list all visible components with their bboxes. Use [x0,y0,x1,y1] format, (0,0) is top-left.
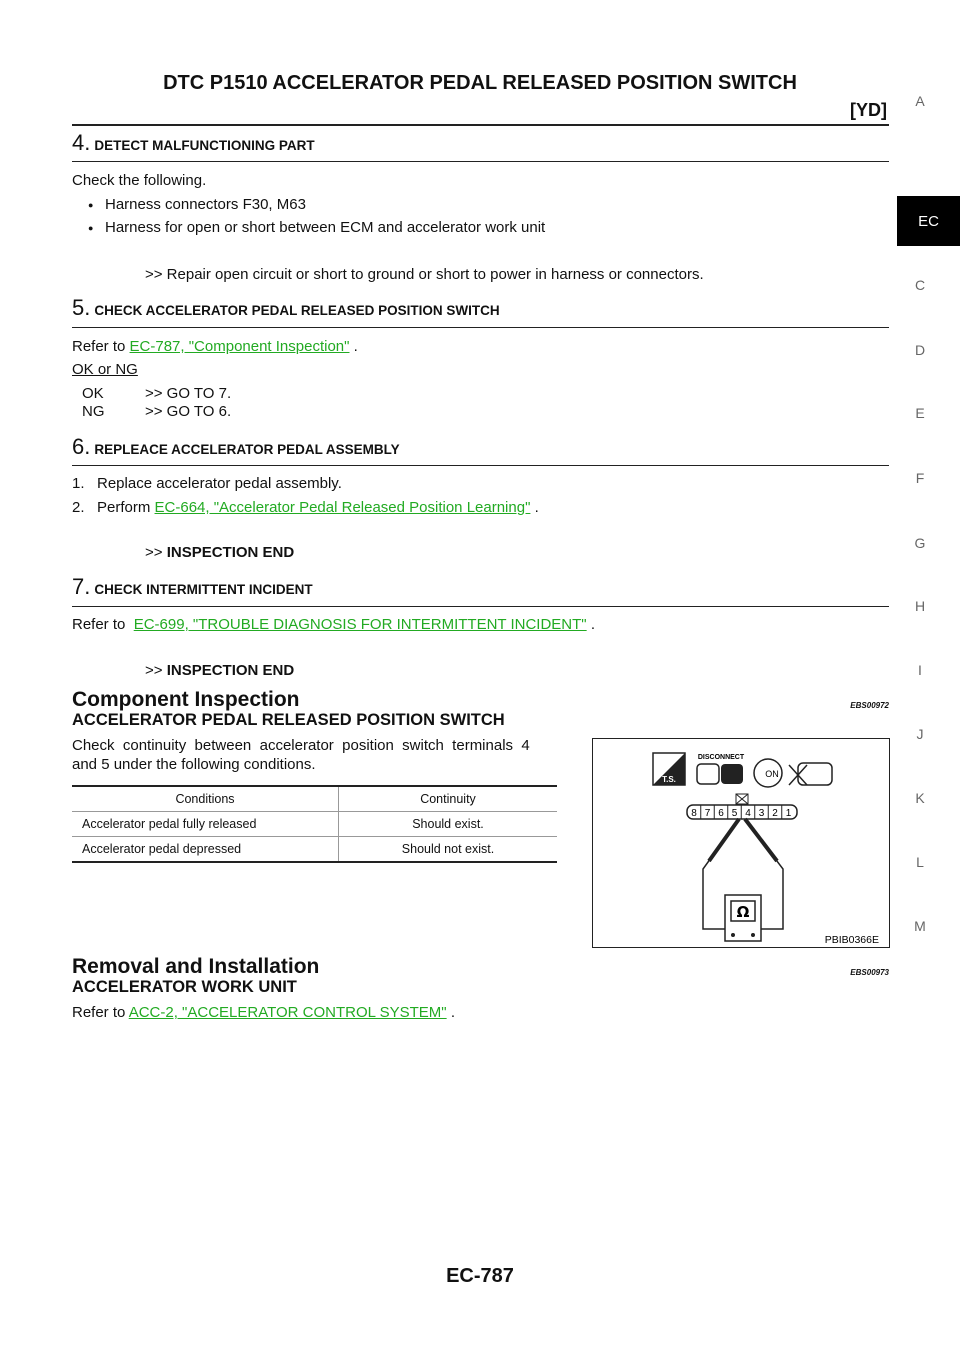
meter-jack-left [731,933,735,937]
terminal-pin-label: 7 [704,808,711,819]
page-number: EC-787 [446,1265,514,1287]
sidebar-letter-c[interactable]: C [914,277,926,293]
component-inspection-subtitle: ACCELERATOR PEDAL RELEASED POSITION SWITCH [72,711,505,729]
removal-subtitle: ACCELERATOR WORK UNIT [72,978,297,996]
component-inspection-text-1: Check continuity between accelerator position switch terminals 4 [72,737,530,754]
step-6-item-1: 1. Replace accelerator pedal assembly. [72,475,342,492]
intermittent-incident-link[interactable]: EC-699, "TROUBLE DIAGNOSIS FOR INTERMITTENT INCIDENT" [133,616,587,633]
figure-caption: PBIB0366E [824,934,879,946]
step-4-result: >> Repair open circuit or short to ground or short to power in harness or connectors. [145,266,704,283]
sidebar-letter-a[interactable]: A [915,93,925,109]
ng-label: NG [82,403,105,420]
step-7-end: >> INSPECTION END [145,662,295,679]
continuity-table [72,785,557,863]
step-4-rule [72,161,889,162]
table-cell: Should exist. [339,812,558,837]
sidebar-letter-e[interactable]: E [915,405,925,421]
step-6-end: >> INSPECTION END [145,544,295,561]
terminal-pins [691,805,792,819]
step-5-refer: Refer to EC-787, "Component Inspection" . [72,338,358,355]
table-cell: Should not exist. [339,837,558,863]
sidebar-letter-j[interactable]: J [916,726,924,742]
disconnect-label: DISCONNECT [697,754,745,761]
ts-badge-label: T.S. [662,775,676,784]
step-5-heading: 5. CHECK ACCELERATOR PEDAL RELEASED POSITION SWITCH [72,295,500,320]
pedal-learning-link[interactable]: EC-664, "Accelerator Pedal Released Position Learning" [154,499,531,516]
terminal-pin-label: 4 [745,808,751,819]
sidebar-letter-f[interactable]: F [915,470,925,486]
section-tag: [YD] [850,100,887,120]
accelerator-control-link[interactable]: ACC-2, "ACCELERATOR CONTROL SYSTEM" [128,1004,447,1021]
table-row [72,837,557,863]
removal-code: EBS00973 [850,968,889,977]
component-inspection-title: Component Inspection [72,688,300,711]
step-4-bullet: ● Harness connectors F30, M63 [88,196,306,213]
component-inspection-code: EBS00972 [850,701,889,710]
sidebar-letter-i[interactable]: I [918,662,922,678]
probe-tip-left [709,819,739,861]
sidebar-letter-d[interactable]: D [914,342,926,358]
page-title: DTC P1510 ACCELERATOR PEDAL RELEASED POSITION SWITCH [163,72,797,94]
table-row [72,812,557,837]
terminal-strip [687,805,797,819]
meter-jack-right [751,933,755,937]
sidebar-letter-k[interactable]: K [915,790,925,806]
sidebar-letter-l[interactable]: L [916,854,924,870]
header-rule [72,124,889,126]
terminal-pin-label: 1 [785,808,792,819]
table-header-continuity: Continuity [339,786,558,812]
step-4-intro: Check the following. [72,172,207,189]
ignition-on-label: ON [765,769,779,779]
step-6-heading: 6. REPLEACE ACCELERATOR PEDAL ASSEMBLY [72,434,400,459]
table-cell: Accelerator pedal depressed [72,837,339,863]
ok-or-ng-label: OK or NG [72,361,138,378]
step-5-rule [72,327,889,328]
connector-left-icon [697,764,719,784]
terminal-pin-label: 6 [718,808,724,819]
step-7-heading: 7. CHECK INTERMITTENT INCIDENT [72,574,313,599]
removal-refer: Refer to ACC-2, "ACCELERATOR CONTROL SYSTEM" . [72,1004,455,1021]
component-inspection-text-2: and 5 under the following conditions. [72,756,316,773]
sidebar-letter-m[interactable]: M [914,918,926,934]
terminal-pin-label: 2 [772,808,778,819]
ok-label: OK [82,385,104,402]
table-header-row [72,786,557,812]
ng-action: >> GO TO 6. [145,403,232,420]
sidebar-letter-g[interactable]: G [914,535,926,551]
connector-right-icon [721,764,743,784]
terminal-pin-label: 3 [758,808,765,819]
step-7-rule [72,606,889,607]
step-4-heading: 4. DETECT MALFUNCTIONING PART [72,130,315,155]
terminal-pin-label: 5 [731,808,738,819]
removal-title: Removal and Installation [72,955,320,978]
ohm-symbol: Ω [736,903,750,921]
component-inspection-link[interactable]: EC-787, "Component Inspection" [129,338,350,355]
table-cell: Accelerator pedal fully released [72,812,339,837]
ok-action: >> GO TO 7. [145,385,232,402]
connector-diagram [592,738,890,948]
step-6-rule [72,465,889,466]
step-6-item-2: 2. Perform EC-664, "Accelerator Pedal Released Position Learning" . [72,499,539,516]
step-7-refer: Refer to EC-699, "TROUBLE DIAGNOSIS FOR INTERMITTENT INCIDENT" . [72,616,595,633]
sidebar-tab-ec[interactable]: EC [897,196,960,246]
table-header-conditions: Conditions [72,786,339,812]
terminal-pin-label: 8 [691,808,697,819]
probe-tip-right [745,819,777,861]
connector-diagram-svg [593,739,889,947]
sidebar-letter-h[interactable]: H [914,598,926,614]
step-4-bullet: ● Harness for open or short between ECM and accelerator work unit [88,219,545,236]
